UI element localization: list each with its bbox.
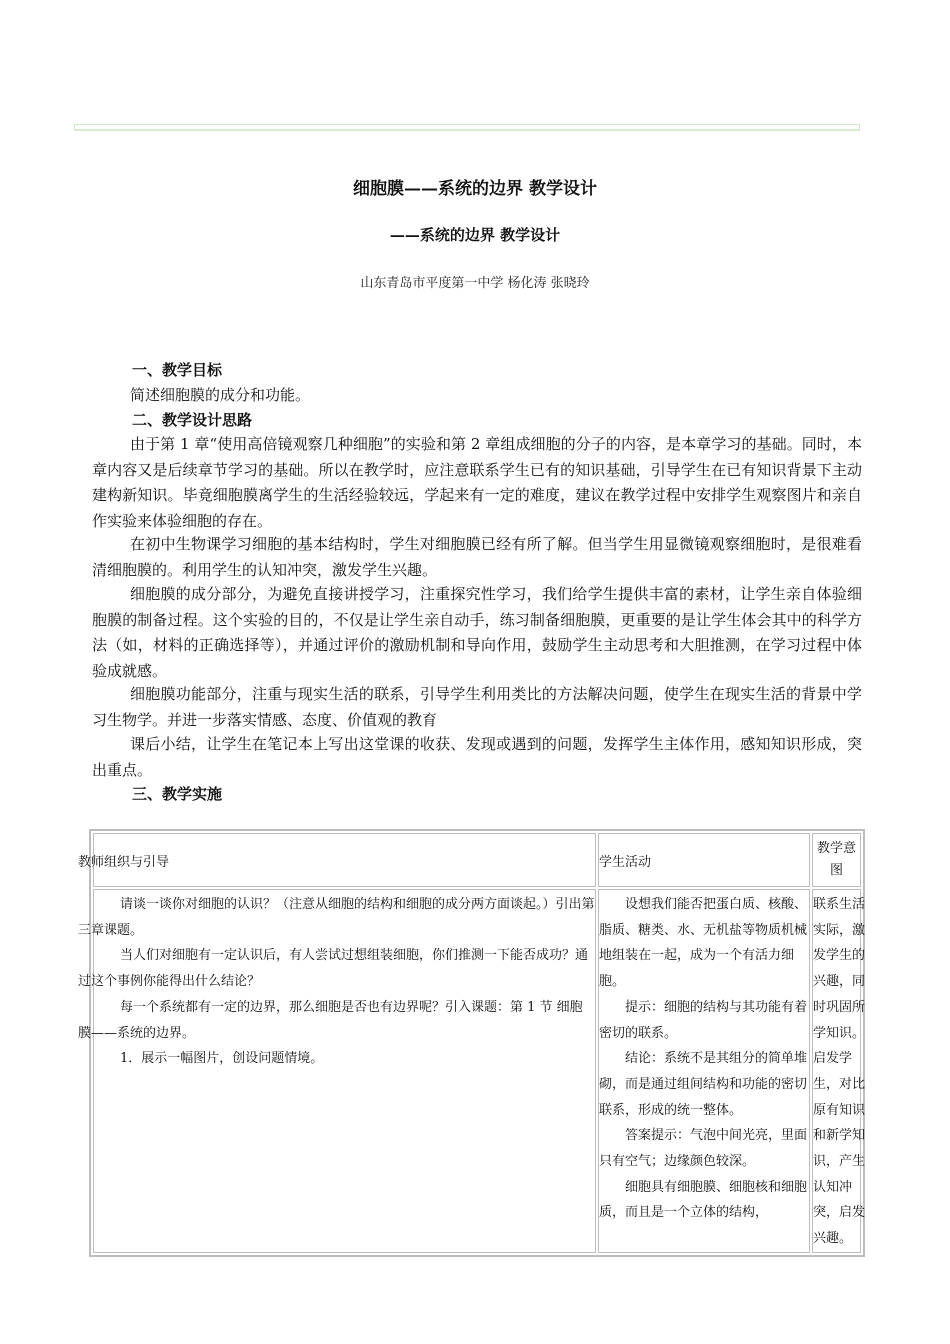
- intent-cell: [812, 889, 866, 1253]
- header-intent: 教学意图: [812, 833, 861, 887]
- top-divider: [74, 124, 860, 131]
- design-paragraph-1: 由于第 1 章“使用高倍镜观察几种细胞”的实验和第 2 章组成细胞的分子的内容，是本章学习的基础。同时，本章内容又是后续章节学习的基础。所以在教学时，应注意联系学生已有的知识基础，引导学生在已有知识背景下主动建构新知识。毕竟细胞膜离学生的生活经验较远，学起来有一定的难度，建议在教学过程中安排学生观察图片和亲自作实验来体验细胞的存在。: [92, 435, 862, 530]
- student-text: 细胞具有细胞膜、细胞核和细胞质，而且是一个立体的结构，: [599, 1179, 808, 1221]
- goals-text: 简述细胞膜的成分和功能。: [130, 386, 311, 404]
- intent-text: 联系生活实际，激发学生的兴趣，同时巩固所学知识。: [813, 897, 866, 1041]
- header-teacher: 教师组织与引导: [93, 833, 596, 887]
- teacher-text: 当人们对细胞有一定认识后，有人尝试过想组装细胞，你们推测一下能否成功？通过这个事例你能得出什么结论？: [78, 948, 589, 990]
- student-text: 设想我们能否把蛋白质、核酸、脂质、糖类、水、无机盐等物质机械地组装在一起，成为一个有活力细胞。: [599, 897, 808, 990]
- teacher-cell: [78, 889, 596, 1253]
- lesson-table: [78, 829, 866, 1257]
- page-subtitle: ——系统的边界 教学设计: [389, 226, 561, 244]
- section-heading-implementation: 三、教学实施: [132, 785, 223, 803]
- page-title: 细胞膜——系统的边界 教学设计: [353, 179, 597, 199]
- teacher-text: 1．展示一幅图片，创设问题情境。: [120, 1051, 324, 1067]
- student-text: 提示：细胞的结构与其功能有着密切的联系。: [599, 999, 808, 1041]
- intent-text: 启发学生，对比原有知识和新学知识，产生认知冲突，启发兴趣。: [813, 1051, 866, 1247]
- section-heading-goals: 一、教学目标: [132, 361, 223, 379]
- design-paragraph-5: 课后小结，让学生在笔记本上写出这堂课的收获、发现或遇到的问题，发挥学生主体作用，感知知识形成，突出重点。: [92, 735, 862, 779]
- design-paragraph-2: 在初中生物课学习细胞的基本结构时，学生对细胞膜已经有所了解。但当学生用显微镜观察细胞时，是很难看清细胞膜的。利用学生的认知冲突，激发学生兴趣。: [92, 535, 862, 579]
- design-paragraph-4: 细胞膜功能部分，注重与现实生活的联系，引导学生利用类比的方法解决问题，使学生在现实生活的背景中学习生物学。并进一步落实情感、态度、价值观的教育: [92, 685, 862, 729]
- teacher-text: 每一个系统都有一定的边界，那么细胞是否也有边界呢？引入课题：第 1 节 细胞膜——系统的边界。: [78, 999, 583, 1041]
- student-text: 结论：系统不是其组分的简单堆砌，而是通过组间结构和功能的密切联系，形成的统一整体。: [599, 1051, 808, 1118]
- design-paragraph-3: 细胞膜的成分部分，为避免直接讲授学习，注重探究性学习，我们给学生提供丰富的素材，让学生亲自体验细胞膜的制备过程。这个实验的目的，不仅是让学生亲自动手，练习制备细胞膜，更重要的是让学生体会其中的科学方法（如，材料的正确选择等），并通过评价的激励机制和导向作用，鼓励学生主动思考和大胆推测，在学习过程中体验成就感。: [92, 585, 862, 680]
- student-text: 答案提示：气泡中间光亮，里面只有空气；边缘颜色较深。: [599, 1128, 808, 1170]
- section-heading-design: 二、教学设计思路: [132, 411, 253, 429]
- header-student: 学生活动: [598, 833, 810, 887]
- author-line: 山东青岛市平度第一中学 杨化涛 张晓玲: [360, 276, 590, 291]
- teacher-text: 请谈一谈你对细胞的认识？（注意从细胞的结构和细胞的成分两方面谈起。）引出第三章课题。: [78, 897, 595, 938]
- student-cell: [598, 889, 810, 1253]
